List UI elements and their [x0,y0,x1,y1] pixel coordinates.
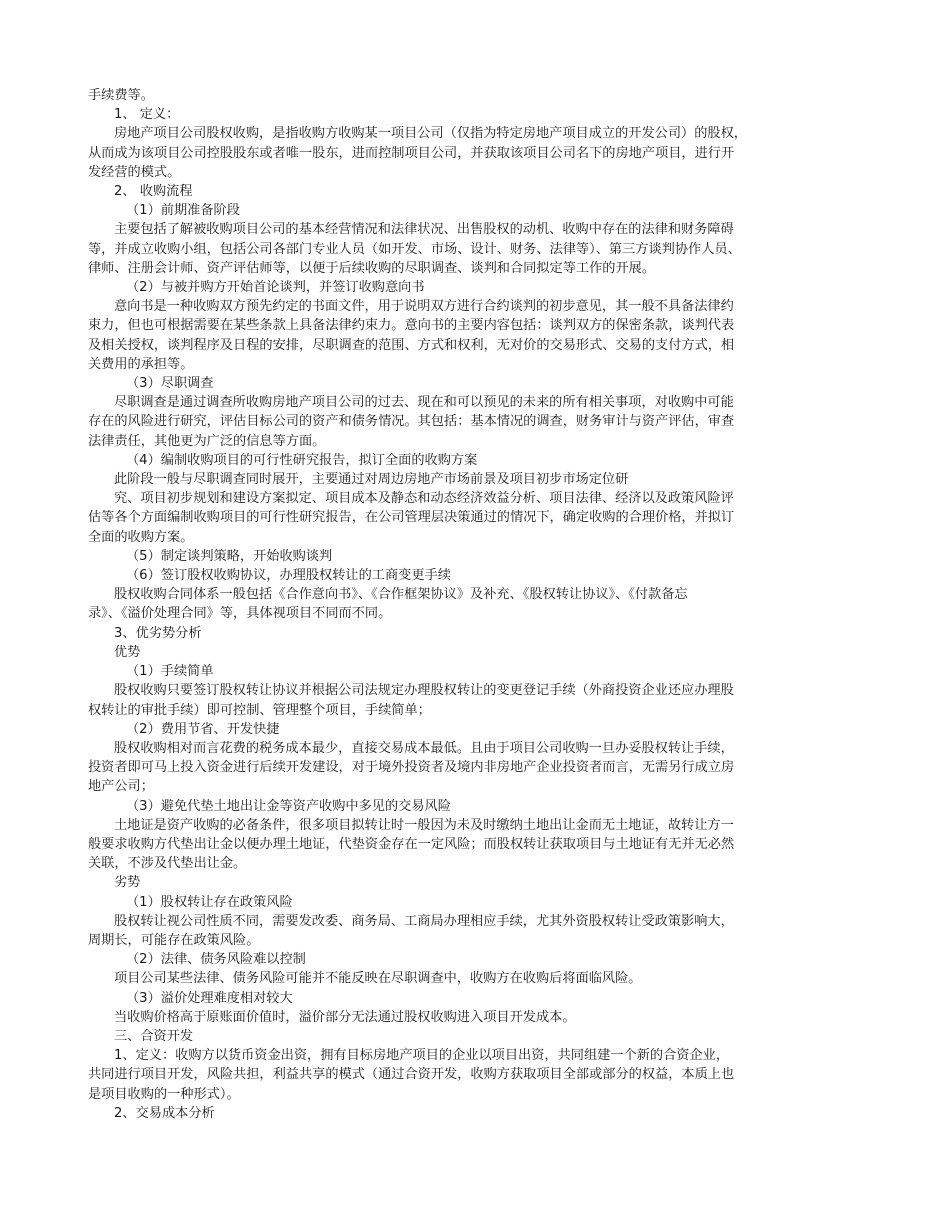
text-line: 存在的风险进行研究，评估目标公司的资产和债务情况。其包括：基本情况的调查，财务审计与资产评估，审查 [88,414,735,430]
text-line: 发经营的模式。 [88,164,181,180]
text-line: （1）前期准备阶段 [126,203,240,219]
text-line: （3）尽职调查 [126,376,214,392]
text-line: 般要求收购方代垫出让金以便办理土地证，代垫资金存在一定风险；而股权转让获取项目与土地证有无并无必然 [88,836,735,852]
text-line: 股权收购只要签订股权转让协议并根据公司法规定办理股权转让的变更登记手续（外商投资企业还应办理股 [114,683,734,699]
text-line: 优势 [114,644,141,660]
text-line: 项目公司某些法律、债务风险可能并不能反映在尽职调查中，收购方在收购后将面临风险。 [114,971,642,987]
text-line: （2）与被并购方开始首论谈判，并签订收购意向书 [126,280,425,296]
text-line: 及相关授权，谈判程序及日程的安排，尽职调查的范围、方式和权利，无对价的交易形式、交易的支付方式，相 [88,337,735,353]
text-line: 手续费等。 [88,88,154,103]
text-line: （3）避免代垫土地出让金等资产收购中多见的交易风险 [126,798,451,814]
text-line: 估等各个方面编制收购项目的可行性研究报告，在公司管理层决策通过的情况下，确定收购的合理价格，并拟订 [88,510,735,526]
text-line: 录》、《溢价处理合同》等，具体视项目不同而不同。 [88,606,392,622]
text-line: 2、 收购流程 [114,184,193,200]
text-line: 究、项目初步规划和建设方案拟定、项目成本及静态和动态经济效益分析、项目法律、经济以及政策风险评 [114,491,734,507]
text-line: 三、合资开发 [114,1028,194,1044]
text-line: 房地产项目公司股权收购，是指收购方收购某一项目公司（仅指为特定房地产项目成立的开发公司）的股权， [114,126,747,142]
text-line: 共同进行项目开发，风险共担，利益共享的模式（通过合资开发，收购方获取项目全部或部分的权益，本质上也 [88,1067,735,1083]
text-line: 股权收购合同体系一般包括《合作意向书》、《合作框架协议》及补充、《股权转让协议》、《付款备忘 [114,587,688,603]
text-line: 股权收购相对而言花费的税务成本最少，直接交易成本最低。且由于项目公司收购一旦办妥股权转让手续， [114,740,734,756]
text-line: 1、 定义： [114,107,180,123]
text-line: 股权转让视公司性质不同，需要发改委、商务局、工商局办理相应手续，尤其外资股权转让受政策影响大， [114,913,734,929]
text-line: 劣势 [114,875,141,891]
text-line: 等，并成立收购小组，包括公司各部门专业人员（如开发、市场、设计、财务、法律等）、第三方谈判协作人员、 [88,241,741,257]
text-line: 尽职调查是通过调查所收购房地产项目公司的过去、现在和可以预见的未来的所有相关事项，对收购中可能 [114,395,734,411]
text-line: （6）签订股权收购协议，办理股权转让的工商变更手续 [126,568,451,584]
text-line: 3、优劣势分析 [114,625,202,641]
text-line: （5）制定谈判策略，开始收购谈判 [126,548,333,564]
text-line: 此阶段一般与尽职调查同时展开，主要通过对周边房地产市场前景及项目初步市场定位研 [114,472,629,488]
text-line: （1）股权转让存在政策风险 [126,894,293,910]
text-line: 主要包括了解被收购项目公司的基本经营情况和法律状况、出售股权的动机、收购中存在的法律和财务障碍 [114,222,734,238]
text-line: 关联，不涉及代垫出让金。 [88,856,247,872]
text-line: 土地证是资产收购的必备条件，很多项目拟转让时一般因为未及时缴纳土地出让金而无土地证，故转让方一 [114,817,734,833]
text-line: 周期长，可能存在政策风险。 [88,932,260,948]
text-line: （4）编制收购项目的可行性研究报告，拟订全面的收购方案 [126,452,478,468]
text-line: 关费用的承担等。 [88,356,194,372]
text-line: 投资者即可马上投入资金进行后续开发建设，对于境外投资者及境内非房地产企业投资者而言，无需另行成立房 [88,760,735,776]
text-line: 2、交易成本分析 [114,1105,215,1121]
text-line: 全面的收购方案。 [88,529,194,545]
text-line: （2）费用节省、开发快捷 [126,721,280,737]
text-line: （3）溢价处理难度相对较大 [126,990,293,1006]
text-line: 权转让的审批手续）即可控制、管理整个项目，手续简单； [88,702,431,718]
text-line: 是项目收购的一种形式）。 [88,1086,240,1102]
text-line: 律师、注册会计师、资产评估师等，以便于后续收购的尽职调查、谈判和合同拟定等工作的开展。 [88,260,656,276]
text-line: 当收购价格高于原账面价值时，溢价部分无法通过股权收购进入项目开发成本。 [114,1009,576,1025]
text-line: 束力，但也可根据需要在某些条款上具备法律约束力。意向书的主要内容包括：谈判双方的保密条款，谈判代表 [88,318,735,334]
text-line: 法律责任，其他更为广泛的信息等方面。 [88,433,326,449]
document-body [88,86,882,1123]
text-line: （2）法律、债务风险难以控制 [126,952,306,968]
text-line: 意向书是一种收购双方预先约定的书面文件，用于说明双方进行合约谈判的初步意见，其一般不具备法律约 [114,299,734,315]
text-line: （1）手续简单 [126,664,214,680]
text-line: 地产公司； [88,779,154,795]
text-line: 1、定义：收购方以货币资金出资，拥有目标房地产项目的企业以项目出资，共同组建一个新的合资企业， [114,1048,730,1064]
text-line: 从而成为该项目公司控股股东或者唯一股东，进而控制项目公司，并获取该项目公司名下的房地产项目，进行开 [88,145,735,161]
